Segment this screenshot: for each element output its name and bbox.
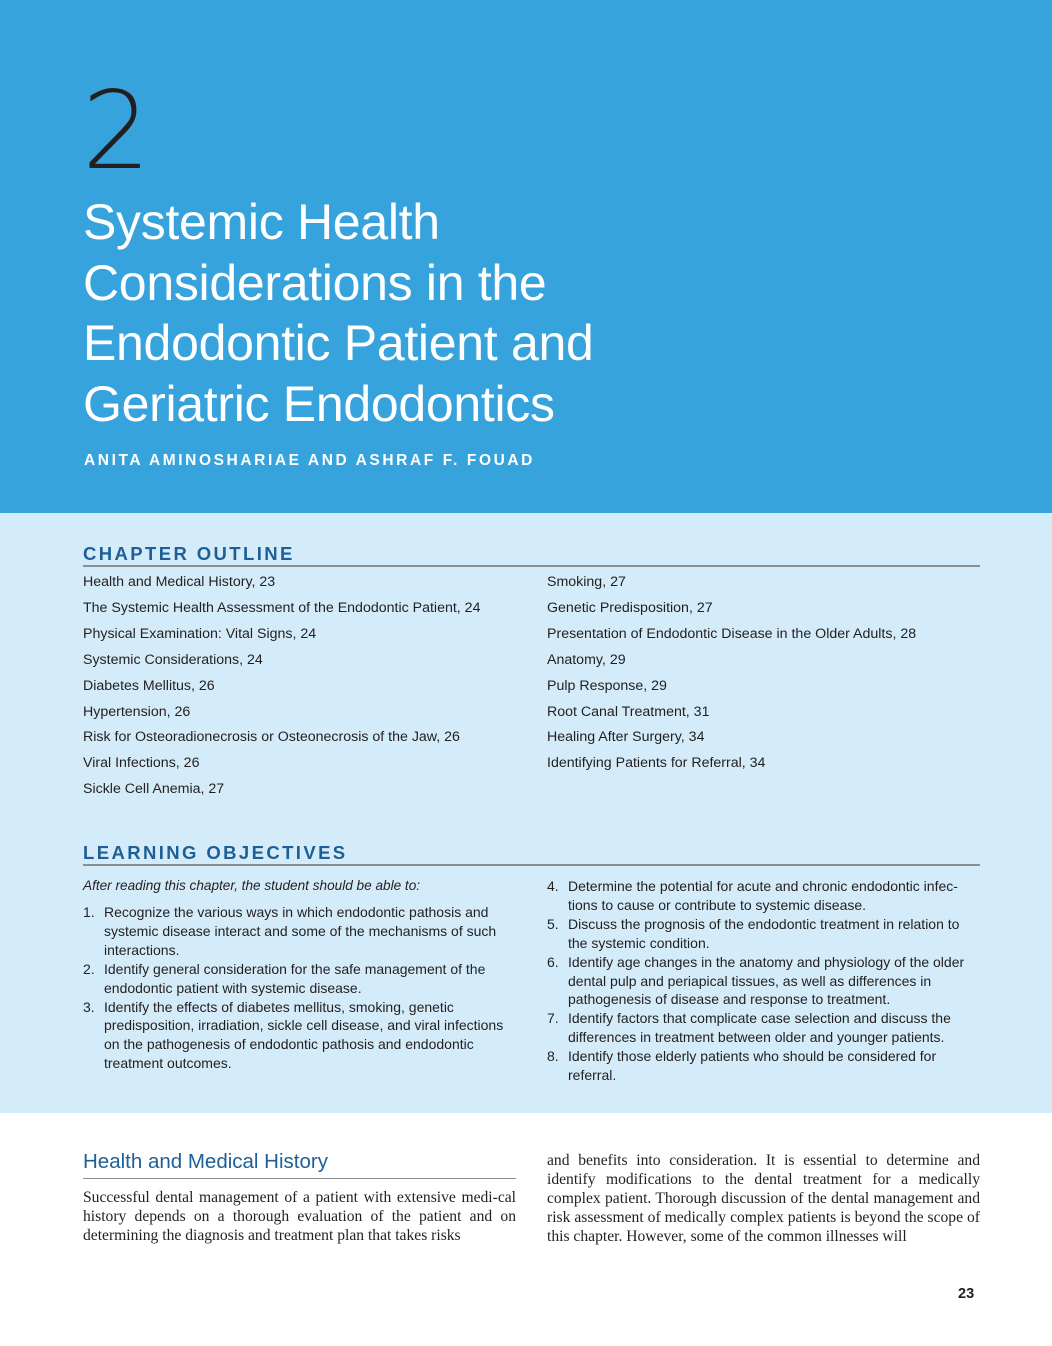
- objective-text: Identify those elderly patients who should be considered for referral.: [568, 1048, 937, 1084]
- objective-number: 3.: [83, 998, 95, 1015]
- chapter-title-line: Considerations in the: [83, 254, 547, 311]
- outline-item[interactable]: Health and Medical History, 23: [83, 574, 276, 590]
- outline-item[interactable]: Pulp Response, 29: [547, 677, 667, 694]
- objective-number: 2.: [83, 960, 95, 977]
- objectives-intro: After reading this chapter, the student should be able to:: [83, 878, 421, 893]
- objective-number: 6.: [547, 953, 559, 970]
- objective-number: 7.: [547, 1010, 559, 1027]
- objective-number: 4.: [547, 878, 559, 894]
- body-paragraph-col1: Successful dental management of a patient with extensive medi-cal history depends on a thorough evaluation of the patient and on determining the diagnosis and treatment plan that takes risks: [83, 1189, 516, 1244]
- outline-item[interactable]: Anatomy, 29: [547, 651, 626, 668]
- objective-text: Identify the effects of diabetes mellitus, smoking, genetic predisposition, irradiation, sickle cell disease, and viral infections on the pathogenesis of endodontic pathosis and endodontic treatment outcomes.: [104, 998, 504, 1072]
- outline-item[interactable]: Diabetes Mellitus, 26: [83, 677, 215, 694]
- outline-item[interactable]: Presentation of Endodontic Disease in the Older Adults, 28: [547, 625, 917, 642]
- body-paragraph-col2: and benefits into consideration. It is essential to determine and identify modifications to the dental treatment for a medically complex patient. Thorough discussion of the dental management and risk assessment of medically complex patients is beyond the scope of this chapter. However, some of the common illnesses will: [547, 1152, 980, 1245]
- chapter-number: 2: [82, 69, 149, 194]
- section-heading: Health and Medical History: [83, 1149, 516, 1179]
- outline-item[interactable]: Hypertension, 26: [83, 703, 191, 720]
- outline-item[interactable]: Sickle Cell Anemia, 27: [83, 781, 225, 798]
- objective-number: 5.: [547, 915, 559, 932]
- objective-item: [83, 960, 519, 998]
- objective-text: Identify general consideration for the safe management of the endodontic patient with systemic disease.: [104, 960, 486, 996]
- objective-item: [547, 1009, 981, 1047]
- chapter-authors: ANITA AMINOSHARIAE AND ASHRAF F. FOUAD: [84, 452, 535, 469]
- objective-item: [547, 953, 981, 1010]
- objective-number: 1.: [83, 904, 95, 920]
- objective-text: Identify age changes in the anatomy and physiology of the older dental pulp and periapical tissues, as well as differences in pathogenesis of disease and response to treatment.: [568, 953, 965, 1008]
- chapter-title-line: Systemic Health: [83, 194, 440, 250]
- outline-item[interactable]: Risk for Osteoradionecrosis or Osteonecrosis of the Jaw, 26: [83, 729, 460, 746]
- objectives-left: [83, 903, 519, 1073]
- objective-item: [547, 1047, 981, 1085]
- objective-item: [547, 877, 981, 915]
- objective-item: [547, 915, 981, 953]
- chapter-outline-heading: CHAPTER OUTLINE: [83, 543, 980, 567]
- outline-item[interactable]: Systemic Considerations, 24: [83, 651, 263, 668]
- learning-objectives-heading: LEARNING OBJECTIVES: [83, 842, 980, 866]
- chapter-outline-left: [83, 570, 480, 803]
- outline-item[interactable]: Viral Infections, 26: [83, 755, 200, 772]
- page-number: 23: [958, 1286, 975, 1302]
- objective-number: 8.: [547, 1048, 559, 1065]
- chapter-title: [83, 192, 593, 434]
- chapter-outline-right: [547, 570, 916, 777]
- chapter-title-line: Endodontic Patient and: [83, 315, 594, 371]
- outline-item[interactable]: The Systemic Health Assessment of the Endodontic Patient, 24: [83, 599, 481, 616]
- outline-item[interactable]: Root Canal Treatment, 31: [547, 703, 710, 720]
- outline-item[interactable]: Smoking, 27: [547, 574, 626, 590]
- chapter-header: [0, 0, 1052, 513]
- outline-item[interactable]: Genetic Predisposition, 27: [547, 599, 713, 616]
- objective-text: Identify factors that complicate case selection and discuss the differences in treatment between older and younger patients.: [568, 1010, 951, 1046]
- objective-item: [83, 998, 519, 1074]
- outline-item[interactable]: Identifying Patients for Referral, 34: [547, 755, 766, 772]
- chapter-title-line: Geriatric Endodontics: [83, 375, 555, 432]
- objective-text: Discuss the prognosis of the endodontic treatment in relation to the systemic condition.: [568, 915, 960, 951]
- objective-item: [83, 903, 519, 960]
- objective-text: Determine the potential for acute and chronic endodontic infec-tions to cause or contribute to systemic disease.: [568, 878, 958, 913]
- outline-item[interactable]: Healing After Surgery, 34: [547, 729, 705, 746]
- objective-text: Recognize the various ways in which endodontic pathosis and systemic disease interact and some of the mechanisms of such interactions.: [104, 904, 497, 958]
- objectives-right: [547, 877, 981, 1085]
- outline-item[interactable]: Physical Examination: Vital Signs, 24: [83, 625, 317, 642]
